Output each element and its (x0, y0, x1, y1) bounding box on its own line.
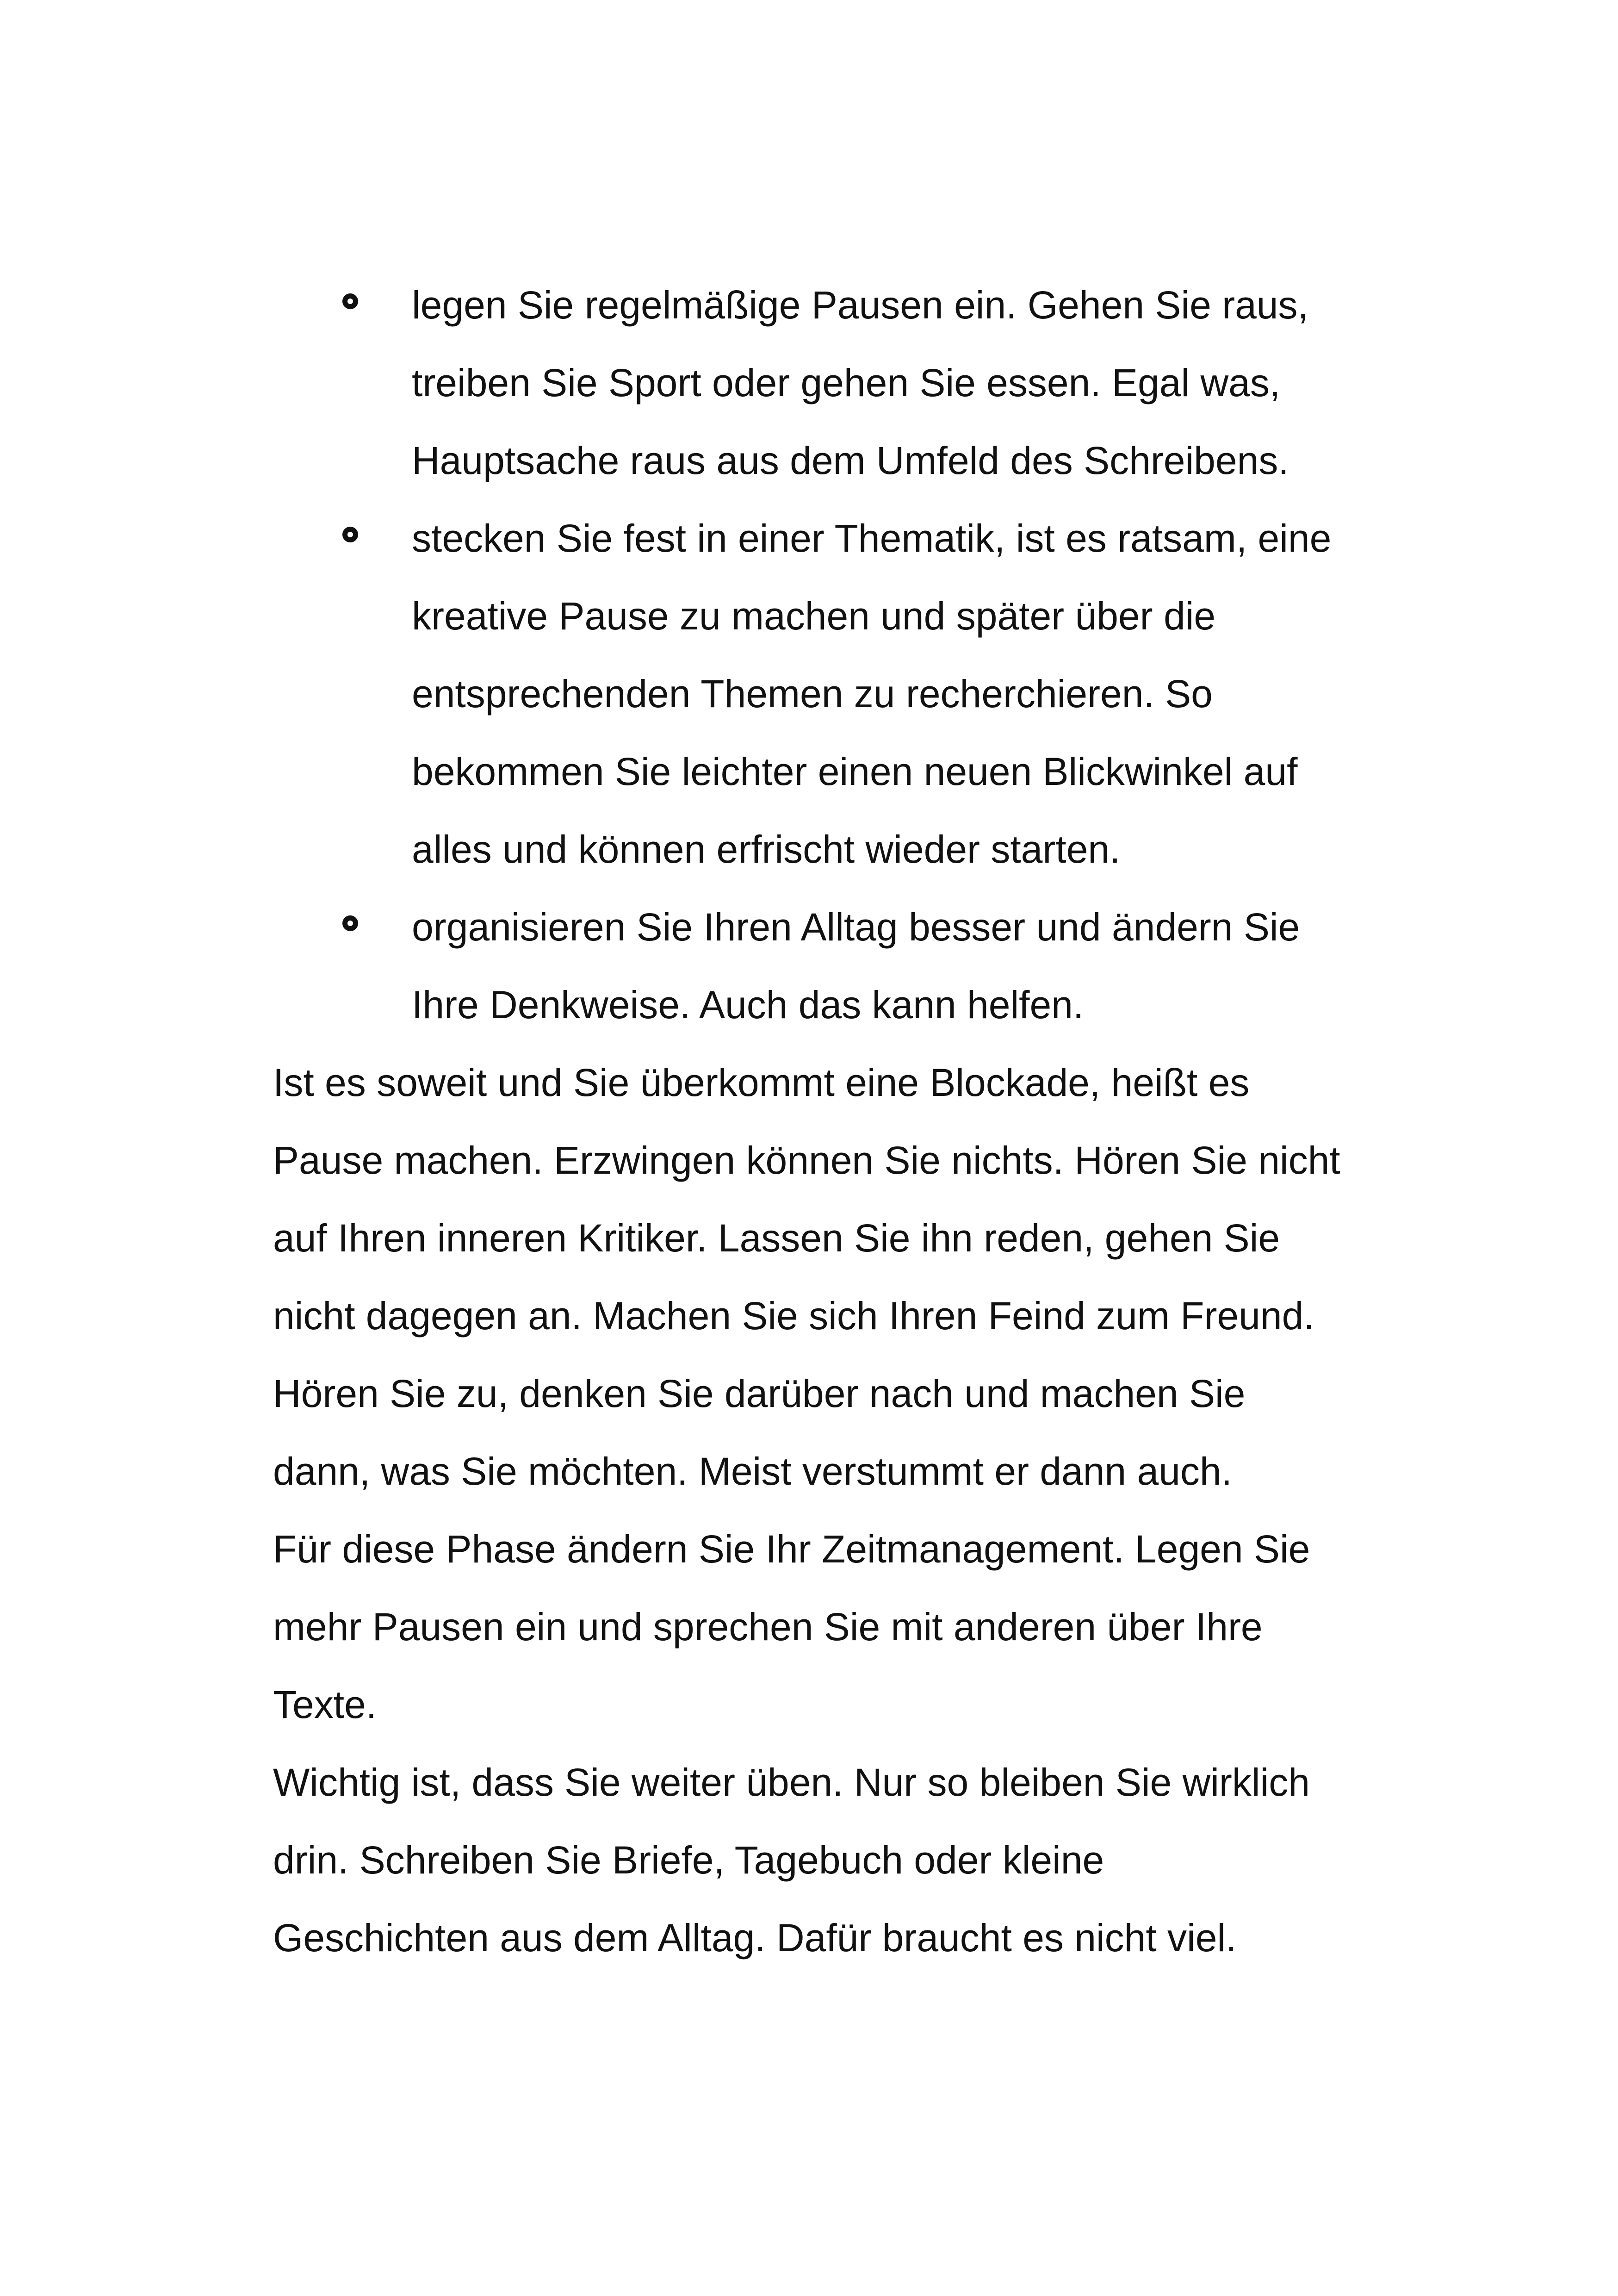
paragraph-line: mehr Pausen ein und sprechen Sie mit anderen über Ihre (273, 1605, 1263, 1649)
bullet-line: alles und können erfrischt wieder starten. (412, 828, 1121, 871)
bullet-line: kreative Pause zu machen und später über die (412, 594, 1216, 638)
paragraph-line: Hören Sie zu, denken Sie darüber nach und machen Sie (273, 1372, 1246, 1415)
bullet-item-organize (273, 888, 1351, 1044)
document-body (273, 266, 1351, 1977)
paragraph-line: dann, was Sie möchten. Meist verstummt er dann auch. (273, 1450, 1232, 1493)
bullet-line: Hauptsache raus aus dem Umfeld des Schreibens. (412, 439, 1289, 482)
paragraph-line: Ist es soweit und Sie überkommt eine Blockade, heißt es (273, 1061, 1250, 1104)
bullet-item-creative-pause (273, 499, 1351, 888)
hollow-circle-bullet-icon (342, 527, 358, 542)
bullet-line: Ihre Denkweise. Auch das kann helfen. (412, 983, 1084, 1027)
bullet-line: entsprechenden Themen zu recherchieren. So (412, 672, 1213, 716)
bullet-line: bekommen Sie leichter einen neuen Blickwinkel auf (412, 750, 1298, 793)
paragraph-line: Texte. (273, 1683, 377, 1726)
hollow-circle-bullet-icon (342, 293, 358, 309)
bullet-line: treiben Sie Sport oder gehen Sie essen. Egal was, (412, 361, 1281, 404)
bullet-list (273, 266, 1351, 1044)
bullet-line: stecken Sie fest in einer Thematik, ist es ratsam, eine (412, 516, 1332, 560)
bullet-line: legen Sie regelmäßige Pausen ein. Gehen Sie raus, (412, 283, 1308, 327)
bullet-line: organisieren Sie Ihren Alltag besser und ändern Sie (412, 905, 1300, 949)
paragraph-line: nicht dagegen an. Machen Sie sich Ihren Feind zum Freund. (273, 1294, 1314, 1338)
paragraph-line: drin. Schreiben Sie Briefe, Tagebuch oder kleine (273, 1838, 1104, 1882)
bullet-item-pauses (273, 266, 1351, 499)
paragraph-line: auf Ihren inneren Kritiker. Lassen Sie ihn reden, gehen Sie (273, 1216, 1280, 1260)
paragraph-blockade (273, 1044, 1351, 1510)
paragraph-line: Pause machen. Erzwingen können Sie nichts. Hören Sie nicht (273, 1139, 1340, 1182)
hollow-circle-bullet-icon (342, 915, 358, 931)
paragraph-line: Für diese Phase ändern Sie Ihr Zeitmanagement. Legen Sie (273, 1527, 1310, 1571)
paragraph-time-management (273, 1510, 1351, 1743)
paragraph-practice (273, 1743, 1351, 1977)
paragraph-line: Wichtig ist, dass Sie weiter üben. Nur so bleiben Sie wirklich (273, 1761, 1310, 1804)
paragraph-line: Geschichten aus dem Alltag. Dafür braucht es nicht viel. (273, 1916, 1237, 1960)
